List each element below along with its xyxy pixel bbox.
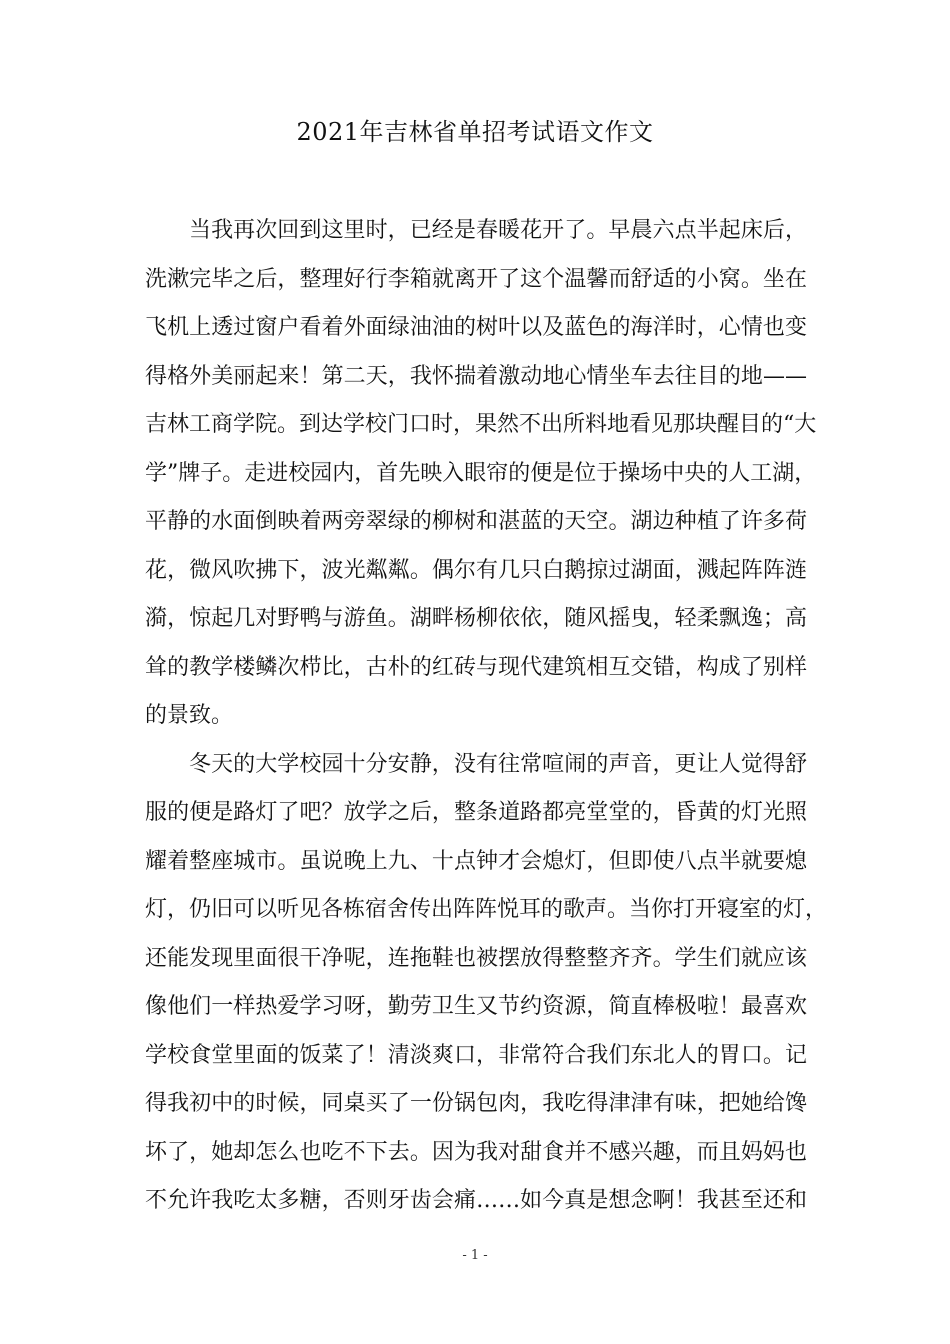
document-title: 2021年吉林省单招考试语文作文 <box>296 118 654 146</box>
document-body <box>145 216 828 1235</box>
text-line: 学”牌子。走进校园内，首先映入眼帘的便是位于操场中央的人工湖， <box>145 460 817 486</box>
text-line: 洗漱完毕之后，整理好行李箱就离开了这个温馨而舒适的小窝。坐在 <box>145 266 807 292</box>
text-line: 不允许我吃太多糖，否则牙齿会痛……如今真是想念啊！我甚至还和 <box>145 1188 807 1213</box>
text-line: 吉林工商学院。到达学校门口时，果然不出所料地看见那块醒目的“大 <box>145 412 817 437</box>
text-line: 学校食堂里面的饭菜了！清淡爽口，非常符合我们东北人的胃口。记 <box>145 1042 807 1068</box>
text-line: 得我初中的时候，同桌买了一份锅包肉，我吃得津津有味，把她给馋 <box>145 1091 807 1116</box>
text-line: 的景致。 <box>145 703 234 728</box>
text-line: 花，微风吹拂下，波光粼粼。偶尔有几只白鹅掠过湖面，溅起阵阵涟 <box>145 557 807 583</box>
text-line: 耸的教学楼鳞次栉比，古朴的红砖与现代建筑相互交错，构成了别样 <box>145 654 807 680</box>
text-line: 服的便是路灯了吧？放学之后，整条道路都亮堂堂的，昏黄的灯光照 <box>145 800 807 825</box>
text-line: 漪，惊起几对野鸭与游鱼。湖畔杨柳依依，随风摇曳，轻柔飘逸；高 <box>145 606 807 631</box>
text-line: 飞机上透过窗户看着外面绿油油的树叶以及蓝色的海洋时，心情也变 <box>145 315 807 340</box>
text-line: 得格外美丽起来！第二天，我怀揣着激动地心情坐车去往目的地—— <box>145 363 807 389</box>
text-line: 当我再次回到这里时，已经是春暖花开了。早晨六点半起床后， <box>189 218 807 243</box>
text-line: 平静的水面倒映着两旁翠绿的柳树和湛蓝的天空。湖边种植了许多荷 <box>145 509 807 534</box>
text-line: 像他们一样热爱学习呀，勤劳卫生又节约资源，简直棒极啦！最喜欢 <box>145 994 807 1019</box>
text-line: 灯，仍旧可以听见各栋宿舍传出阵阵悦耳的歌声。当你打开寝室的灯， <box>145 897 828 922</box>
text-line: 冬天的大学校园十分安静，没有往常喧闹的声音，更让人觉得舒 <box>189 751 807 777</box>
text-line: 还能发现里面很干净呢，连拖鞋也被摆放得整整齐齐。学生们就应该 <box>145 945 807 971</box>
text-line: 坏了，她却怎么也吃不下去。因为我对甜食并不感兴趣，而且妈妈也 <box>145 1139 807 1165</box>
text-line: 耀着整座城市。虽说晚上九、十点钟才会熄灯，但即使八点半就要熄 <box>145 848 807 874</box>
page-number: - 1 - <box>462 1248 488 1263</box>
